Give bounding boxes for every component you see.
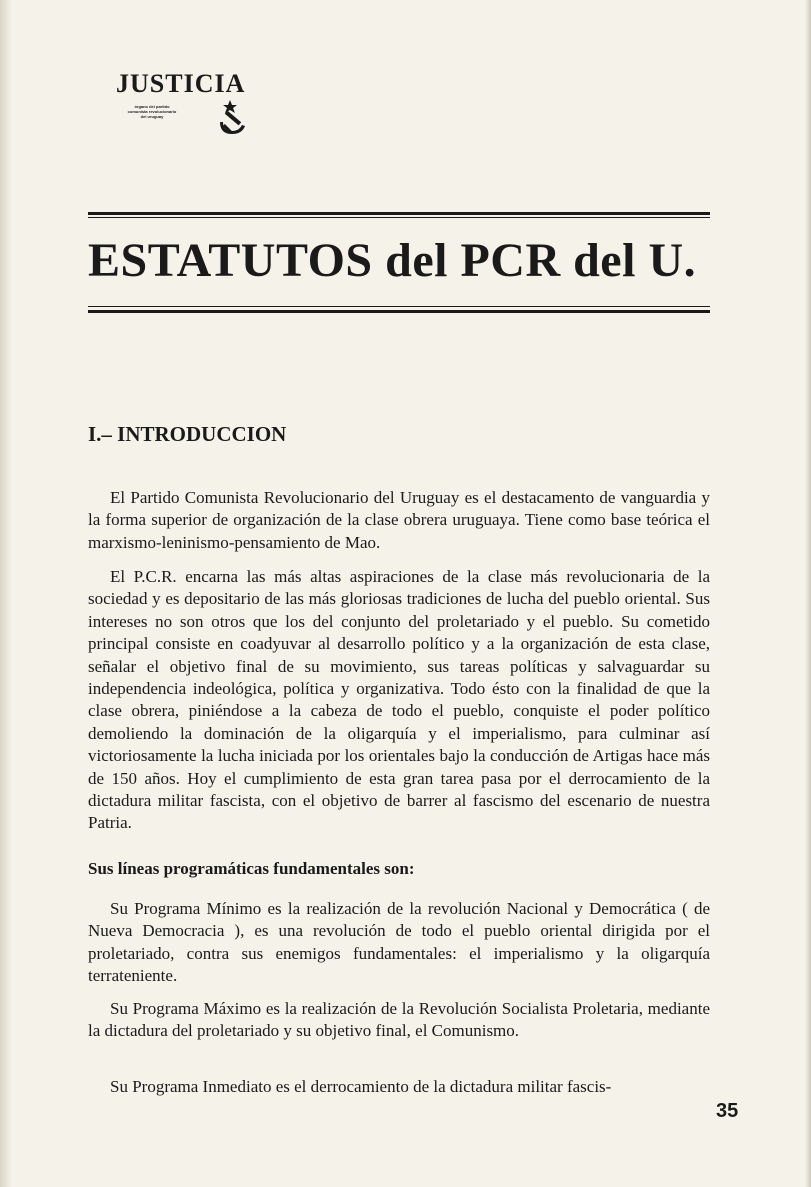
sub-heading: Sus líneas programáticas fundamentales son: bbox=[88, 859, 415, 878]
paragraph-pcr: El P.C.R. encarna las más altas aspiraciones de la clase más revolucionaria de la sociedad y es depositario de las más gloriosas tradiciones de lucha del pueblo oriental. Sus intereses no son otros que los del conjunto del proletariado y el pueblo. Su cometido principal consiste en coadyuvar al desarrollo político y a la organización de esta clase, señalar el objetivo final de su movimiento, sus tareas políticas y salvaguardar su independencia indeológica, política y organizativa. Todo ésto con la finalidad de que la clase obrera, piniéndose a la cabeza de todo el pueblo, conquiste el poder político demoliendo la dominación de la oligarquía y el imperialismo, para culminar así victoriosamente la lucha iniciada por los orientales bajo la conducción de Artigas hace más de 150 años. Hoy el cumplimiento de esta gran tarea pasa por el derrocamiento de la dictadura militar fascista, con el objetivo de barrer al fascismo del escenario de nuestra Patria. bbox=[88, 567, 710, 833]
page-number: 35 bbox=[716, 1100, 739, 1122]
paragraph-intro: El Partido Comunista Revolucionario del Uruguay es el destacamento de vanguardia y la forma superior de organización de la clase obrera uruguaya. Tiene como base teórica el marxismo-leninismo-pensamiento de Mao. bbox=[88, 488, 710, 552]
masthead-logo bbox=[116, 70, 286, 140]
title-rule-bottom-thin bbox=[88, 306, 710, 307]
title-rule-top-thin bbox=[88, 217, 710, 218]
paragraph-programa-maximo: Su Programa Máximo es la realización de la Revolución Socialista Proletaria, mediante la dictadura del proletariado y su objetivo final, el Comunismo. bbox=[88, 999, 710, 1041]
document-title: ESTATUTOS del PCR del U. bbox=[88, 234, 697, 287]
paragraph-programa-minimo: Su Programa Mínimo es la realización de la revolución Nacional y Democrática ( de Nueva Democracia ), es una revolución de todo el pueblo oriental dirigida por el proletariado, contra sus enemigos fundamentales: el imperialismo y la oligarquía terrateniente. bbox=[88, 899, 710, 986]
paragraph-programa-inmediato: Su Programa Inmediato es el derrocamiento de la dictadura militar fascis- bbox=[110, 1077, 612, 1096]
star-hammer-sickle-icon bbox=[212, 100, 252, 136]
masthead-subtitle-line: del uruguay bbox=[140, 114, 164, 119]
masthead-subtitle-line: órgano del partido bbox=[134, 104, 170, 109]
title-rule-bottom bbox=[88, 310, 710, 313]
masthead-subtitle-line: comunista revolucionario bbox=[127, 109, 177, 114]
page-edge-shadow-right bbox=[805, 0, 811, 1187]
title-rule-top bbox=[88, 212, 710, 215]
page-edge-shadow bbox=[0, 0, 12, 1187]
masthead-title: JUSTICIA bbox=[116, 69, 246, 98]
section-heading: I.– INTRODUCCION bbox=[88, 422, 287, 446]
masthead-subtitle bbox=[92, 104, 212, 119]
